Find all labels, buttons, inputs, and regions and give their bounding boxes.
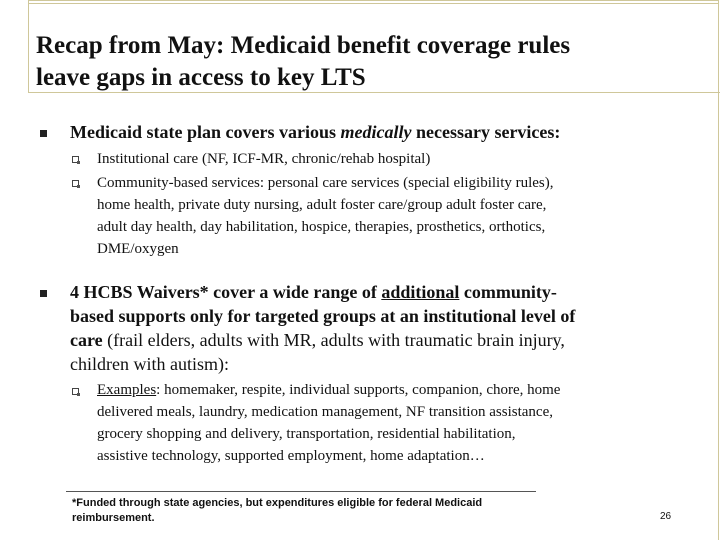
frame-left-line xyxy=(28,0,29,92)
bullet-1-emphasis: medically xyxy=(340,122,412,142)
sub-bullet-icon xyxy=(72,388,79,395)
footnote-divider xyxy=(66,491,536,492)
page-number: 26 xyxy=(660,511,672,522)
title-line-1: Recap from May: Medicaid benefit coverage rules xyxy=(36,32,571,59)
bullet-square-icon xyxy=(40,290,47,297)
bullet-2-subitem-line-4: assistive technology, supported employment, home adaptation… xyxy=(97,448,485,464)
bullet-2-subitem-line-1: Examples: homemaker, respite, individual supports, companion, chore, home xyxy=(97,382,561,398)
sub-bullet-icon xyxy=(72,156,79,163)
slide-title xyxy=(36,30,706,94)
frame-right-line xyxy=(718,0,719,540)
title-line-2: leave gaps in access to key LTS xyxy=(36,64,366,91)
bullet-square-icon xyxy=(40,130,47,137)
sub-bullet-icon xyxy=(72,180,79,187)
bullet-1-subitem-2-line-4: DME/oxygen xyxy=(97,241,179,257)
footnote-line-2: reimbursement. xyxy=(72,512,155,524)
frame-top-line-inner xyxy=(28,3,718,4)
frame-top-line xyxy=(28,0,718,1)
bullet-2-line-4: children with autism): xyxy=(70,354,229,374)
bullet-1-subitem-2-line-1: Community-based services: personal care services (special eligibility rules), xyxy=(97,175,554,191)
bullet-1-text: Medicaid state plan covers various medically necessary services: xyxy=(70,122,561,142)
examples-label: Examples xyxy=(97,382,157,398)
footnote-line-1: *Funded through state agencies, but expenditures eligible for federal Medicaid xyxy=(72,497,483,509)
bullet-2-line-3: care (frail elders, adults with MR, adults with traumatic brain injury, xyxy=(70,330,565,350)
bullet-2-subitem-line-3: grocery shopping and delivery, transportation, residential habilitation, xyxy=(97,426,516,442)
footnote xyxy=(72,496,592,526)
bullet-2-line-2: based supports only for targeted groups at an institutional level of xyxy=(70,306,576,326)
bullet-2-subitem-line-2: delivered meals, laundry, medication management, NF transition assistance, xyxy=(97,404,553,420)
bullet-2-line-1: 4 HCBS Waivers* cover a wide range of additional community- xyxy=(70,282,557,302)
bullet-1-subitem-1: Institutional care (NF, ICF-MR, chronic/rehab hospital) xyxy=(97,151,431,167)
bullet-1-subitem-2-line-2: home health, private duty nursing, adult foster care/group adult foster care, xyxy=(97,197,547,213)
bullet-1-subitem-2-line-3: adult day health, day habilitation, hospice, therapies, prosthetics, orthotics, xyxy=(97,219,546,235)
